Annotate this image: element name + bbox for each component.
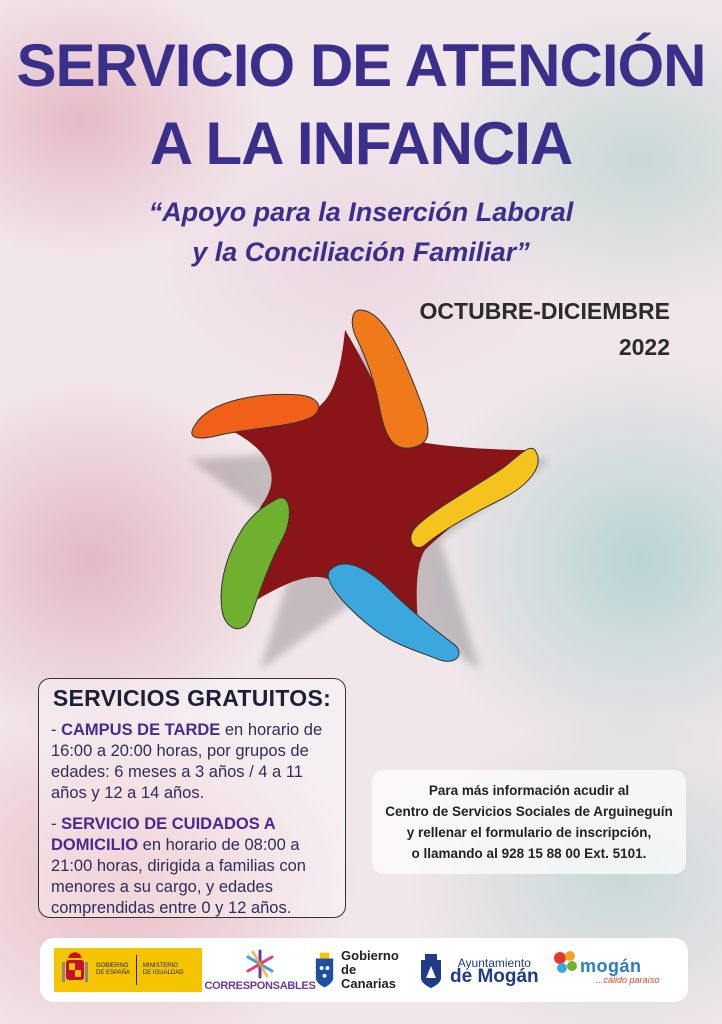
service-domicilio-text: en horario de 08:00 a 21:00 horas, dirigida a familias con menores a su cargo, y edades comprendidas entre 0 y 12 años. <box>51 836 306 917</box>
service-campus-title: CAMPUS DE TARDE <box>61 721 221 739</box>
service-domicilio <box>51 814 333 919</box>
service-domicilio-title: SERVICIO DE CUIDADOS A DOMICILIO <box>51 815 276 854</box>
ayuntamiento-line1: Ayuntamiento <box>457 956 531 970</box>
info-line4: o llamando al 928 15 88 00 Ext. 5101. <box>411 846 647 861</box>
snowflake-icon <box>244 948 276 980</box>
gob-line1: GOBIERNO <box>96 963 129 969</box>
spain-crest-icon <box>60 950 90 990</box>
mogan-crest-icon <box>418 950 444 990</box>
gobierno-espana-text <box>96 963 130 977</box>
info-line2: Centro de Servicios Sociales de Arguineguín <box>385 804 673 819</box>
ayuntamiento-line2: de Mogán <box>450 966 539 987</box>
service-campus-text: en horario de 16:00 a 20:00 horas, por grupos de edades: 6 meses a 3 años / 4 a 11 años y 12 a 14 años. <box>51 721 323 802</box>
min-line1: MINISTERIO <box>142 963 178 969</box>
gobierno-canarias-logo <box>312 938 412 1002</box>
corresponsables-logo <box>204 938 316 1002</box>
page-title-line1: SERVICIO DE ATENCIÓN <box>16 32 706 99</box>
canarias-line2: de Canarias <box>341 962 396 991</box>
min-line2: DE IGUALDAD <box>142 970 184 976</box>
sponsors-footer <box>40 938 688 1002</box>
corresponsables-text: CORRESPONSABLES <box>204 980 316 992</box>
info-box <box>372 770 686 874</box>
bullet-dash: - <box>51 815 62 833</box>
subtitle-line2: y la Conciliación Familiar” <box>192 237 530 267</box>
info-line1: Para más información acudir al <box>428 783 630 798</box>
canarias-line1: Gobierno <box>341 948 399 963</box>
service-campus <box>51 720 333 804</box>
ayuntamiento-mogan-logo <box>418 938 548 1002</box>
mogan-brand-text: mogán <box>580 955 642 976</box>
star-logo-icon <box>170 300 550 680</box>
mogan-tagline: ...cálido paraíso <box>596 974 660 985</box>
services-heading: SERVICIOS GRATUITOS: <box>52 685 332 711</box>
canarias-text <box>341 949 412 991</box>
mogan-tourism-logo <box>552 938 682 1002</box>
ministerio-text <box>143 963 184 977</box>
period-label: OCTUBRE-DICIEMBRE <box>419 298 670 324</box>
flower-icon <box>552 950 580 974</box>
services-box <box>38 678 346 918</box>
year-label: 2022 <box>618 334 670 360</box>
ayuntamiento-text <box>450 956 539 987</box>
divider <box>136 955 137 985</box>
gob-line2: DE ESPAÑA <box>96 970 130 976</box>
page-title-line2: A LA INFANCIA <box>149 110 573 177</box>
gobierno-espana-logo <box>54 948 202 992</box>
subtitle-line1: “Apoyo para la Inserción Laboral <box>148 197 574 227</box>
mogan-brand-row <box>552 956 642 977</box>
info-line3: y rellenar el formulario de inscripción, <box>406 825 652 840</box>
bullet-dash: - <box>51 721 62 739</box>
canarias-crest-icon <box>312 950 337 990</box>
